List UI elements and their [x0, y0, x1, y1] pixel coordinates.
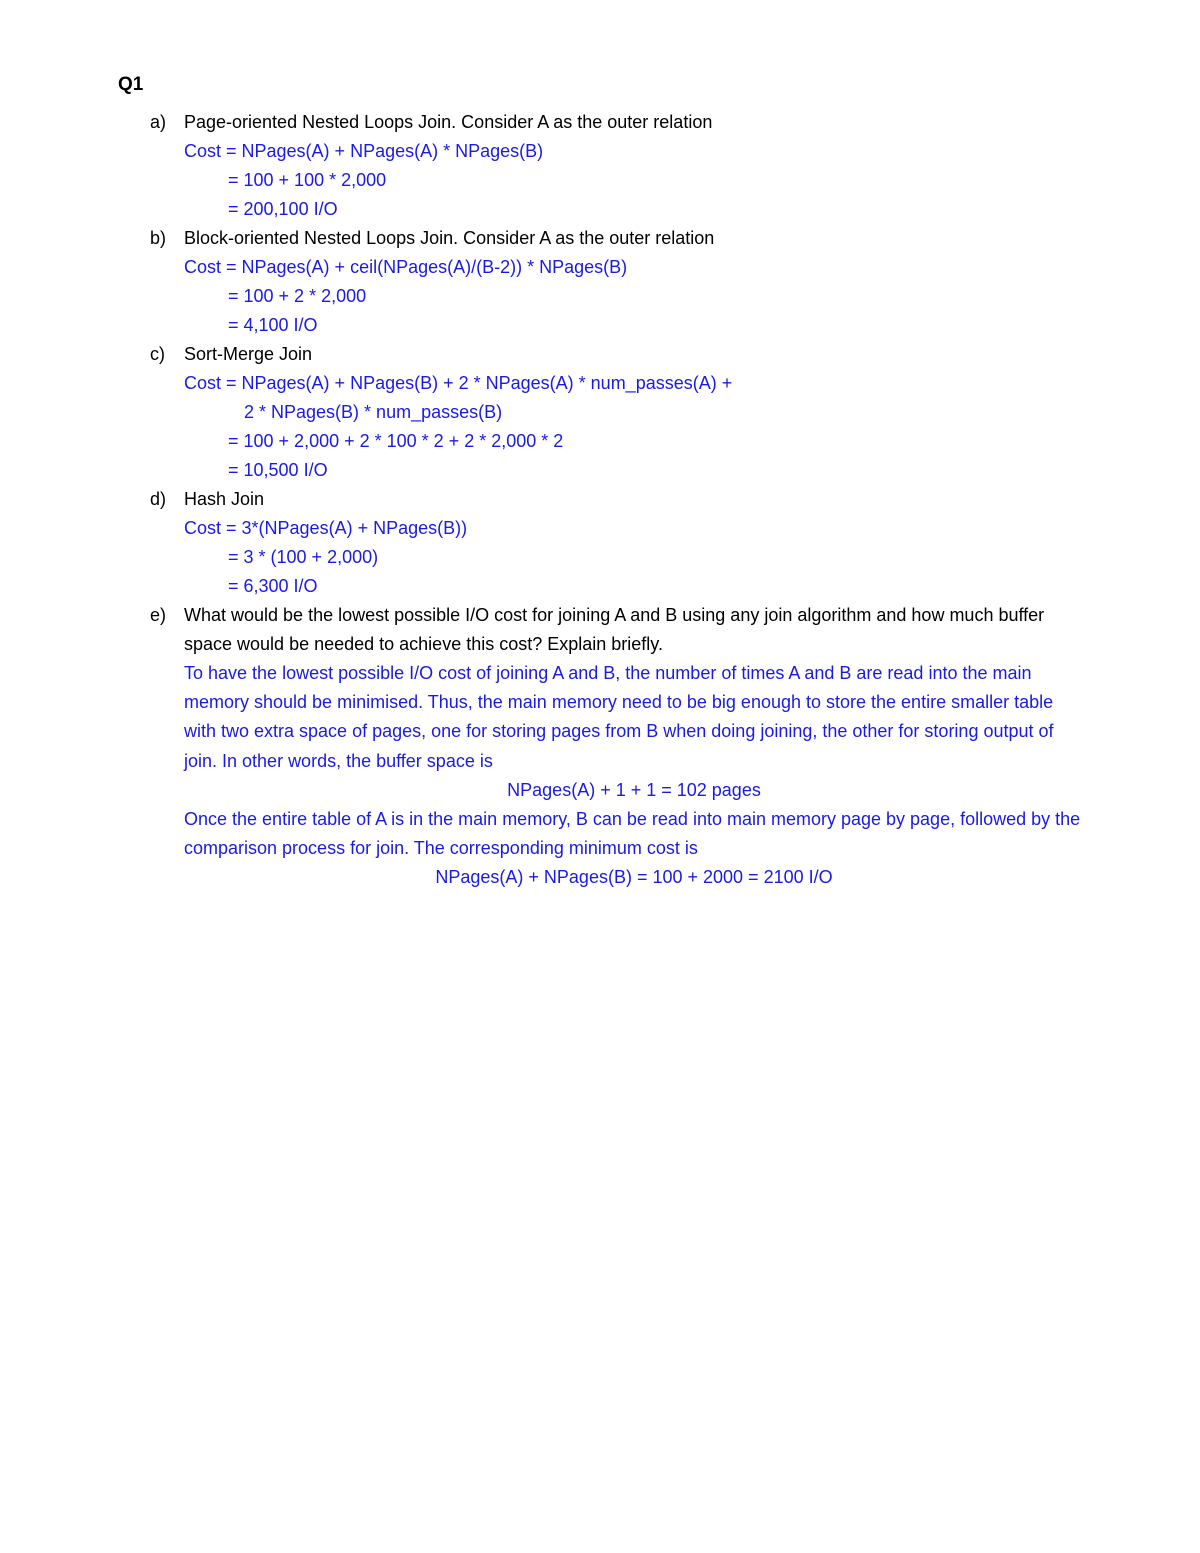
item-marker: e): [150, 605, 167, 625]
answer-line: = 6,300 I/O: [228, 576, 318, 596]
question-item-c: [0, 340, 1200, 485]
question-list: [0, 108, 1200, 893]
item-marker: a): [150, 112, 167, 132]
answer-line: Cost = 3*(NPages(A) + NPages(B)): [184, 518, 468, 538]
answer-line: = 3 * (100 + 2,000): [228, 547, 379, 567]
item-marker: d): [150, 489, 167, 509]
answer-block: [0, 659, 1084, 893]
answer-line: Cost = NPages(A) + NPages(B) + 2 * NPages(A) * num_passes(A) +: [184, 373, 733, 393]
question-text: What would be the lowest possible I/O cost for joining A and B using any join algorithm and how much buffer space would be needed to achieve this cost? Explain briefly.: [184, 605, 1045, 654]
question-item-b: [0, 224, 1200, 340]
question-text: Sort-Merge Join: [184, 344, 313, 364]
question-item-d: [0, 485, 1200, 601]
question-item-e: [0, 601, 1200, 893]
item-marker: c): [150, 344, 165, 364]
question-heading: Q1: [118, 74, 144, 95]
answer-line: Cost = NPages(A) + ceil(NPages(A)/(B-2)) * NPages(B): [184, 257, 628, 277]
answer-line: = 100 + 2,000 + 2 * 100 * 2 + 2 * 2,000 * 2: [228, 431, 564, 451]
answer-formula: NPages(A) + NPages(B) = 100 + 2000 = 2100 I/O: [435, 867, 833, 888]
answer-line: 2 * NPages(B) * num_passes(B): [244, 402, 503, 422]
answer-line: Cost = NPages(A) + NPages(A) * NPages(B): [184, 141, 544, 161]
question-item-a: [0, 108, 1200, 224]
answer-line: = 100 + 2 * 2,000: [228, 286, 367, 306]
question-text: Page-oriented Nested Loops Join. Consider A as the outer relation: [184, 112, 713, 132]
question-text: Block-oriented Nested Loops Join. Consider A as the outer relation: [184, 228, 715, 248]
answer-line: = 100 + 100 * 2,000: [228, 170, 387, 190]
answer-line: = 200,100 I/O: [228, 199, 338, 219]
item-marker: b): [150, 228, 167, 248]
question-text: Hash Join: [184, 489, 265, 509]
answer-line: = 10,500 I/O: [228, 460, 328, 480]
answer-paragraph: To have the lowest possible I/O cost of joining A and B, the number of times A and B are read into the main memory should be minimised. Thus, the main memory need to be big enough to store the entire smaller table with two extra space of pages, one for storing pages from B when doing joining, the other for storing output of join. In other words, the buffer space is: [184, 663, 1054, 771]
answer-line: = 4,100 I/O: [228, 315, 318, 335]
answer-paragraph: Once the entire table of A is in the main memory, B can be read into main memory page by page, followed by the comparison process for join. The corresponding minimum cost is: [184, 809, 1081, 859]
answer-formula: NPages(A) + 1 + 1 = 102 pages: [507, 779, 761, 800]
